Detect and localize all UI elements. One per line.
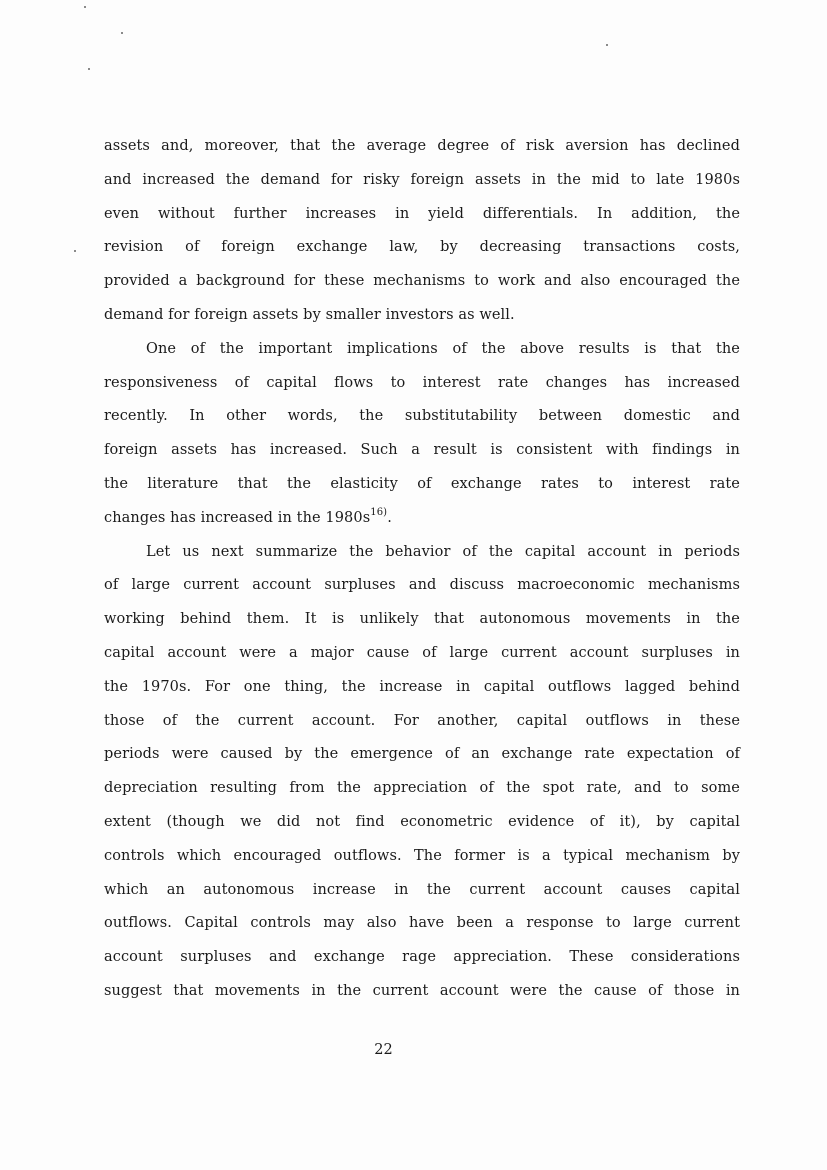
text-line: extent (though we did not find econometric evidence of it), by capital [104,813,740,830]
text-line: the literature that the elasticity of exchange rates to interest rate [104,475,740,492]
text-line: recently. In other words, the substitutability between domestic and [104,408,740,425]
scan-speck [74,250,76,252]
sentence-end: . [387,509,392,526]
text-line: even without further increases in yield differentials. In addition, the [104,205,740,222]
text-line: outflows. Capital controls may also have been a response to large current [104,915,740,932]
scan-speck [84,6,86,8]
text-line: One of the important implications of the above results is that the [146,340,740,357]
text-line: demand for foreign assets by smaller investors as well. [104,306,515,323]
page-number: 22 [374,1042,393,1058]
footnote-marker: 16) [370,506,388,518]
paragraph-3 [104,536,740,1009]
text-line: responsiveness of capital flows to interest rate changes has increased [104,374,740,391]
text-line: foreign assets has increased. Such a result is consistent with findings in [104,442,740,459]
text-line: suggest that movements in the current account were the cause of those in [104,982,740,999]
body-text [104,130,740,1009]
text-line: depreciation resulting from the appreciation of the spot rate, and to some [104,780,740,797]
text-line: of large current account surpluses and discuss macroeconomic mechanisms [104,577,740,594]
text-line: the 1970s. For one thing, the increase in capital outflows lagged behind [104,678,740,695]
paragraph-1 [104,130,740,333]
scan-speck [121,32,123,34]
text-line: Let us next summarize the behavior of the capital account in periods [146,543,740,560]
text-line: revision of foreign exchange law, by decreasing transactions costs, [104,239,740,256]
text-line: capital account were a major cause of large current account surpluses in [104,644,740,661]
text-line: those of the current account. For another, capital outflows in these [104,712,740,729]
text-line: which an autonomous increase in the current account causes capital [104,881,740,898]
text-line: working behind them. It is unlikely that autonomous movements in the [104,611,740,628]
scan-speck [88,68,90,70]
text-line: periods were caused by the emergence of an exchange rate expectation of [104,746,740,763]
scan-speck [606,44,608,46]
text-line: assets and, moreover, that the average degree of risk aversion has declined [104,138,740,154]
text-line: and increased the demand for risky foreign assets in the mid to late 1980s [104,171,740,188]
text-line: account surpluses and exchange rage appreciation. These considerations [104,949,740,966]
text-line: provided a background for these mechanisms to work and also encouraged the [104,273,740,290]
text-line-content: changes has increased in the 1980s [104,509,371,526]
text-line-with-footnote [104,502,740,536]
paragraph-2 [104,333,740,536]
text-line: controls which encouraged outflows. The former is a typical mechanism by [104,847,740,864]
